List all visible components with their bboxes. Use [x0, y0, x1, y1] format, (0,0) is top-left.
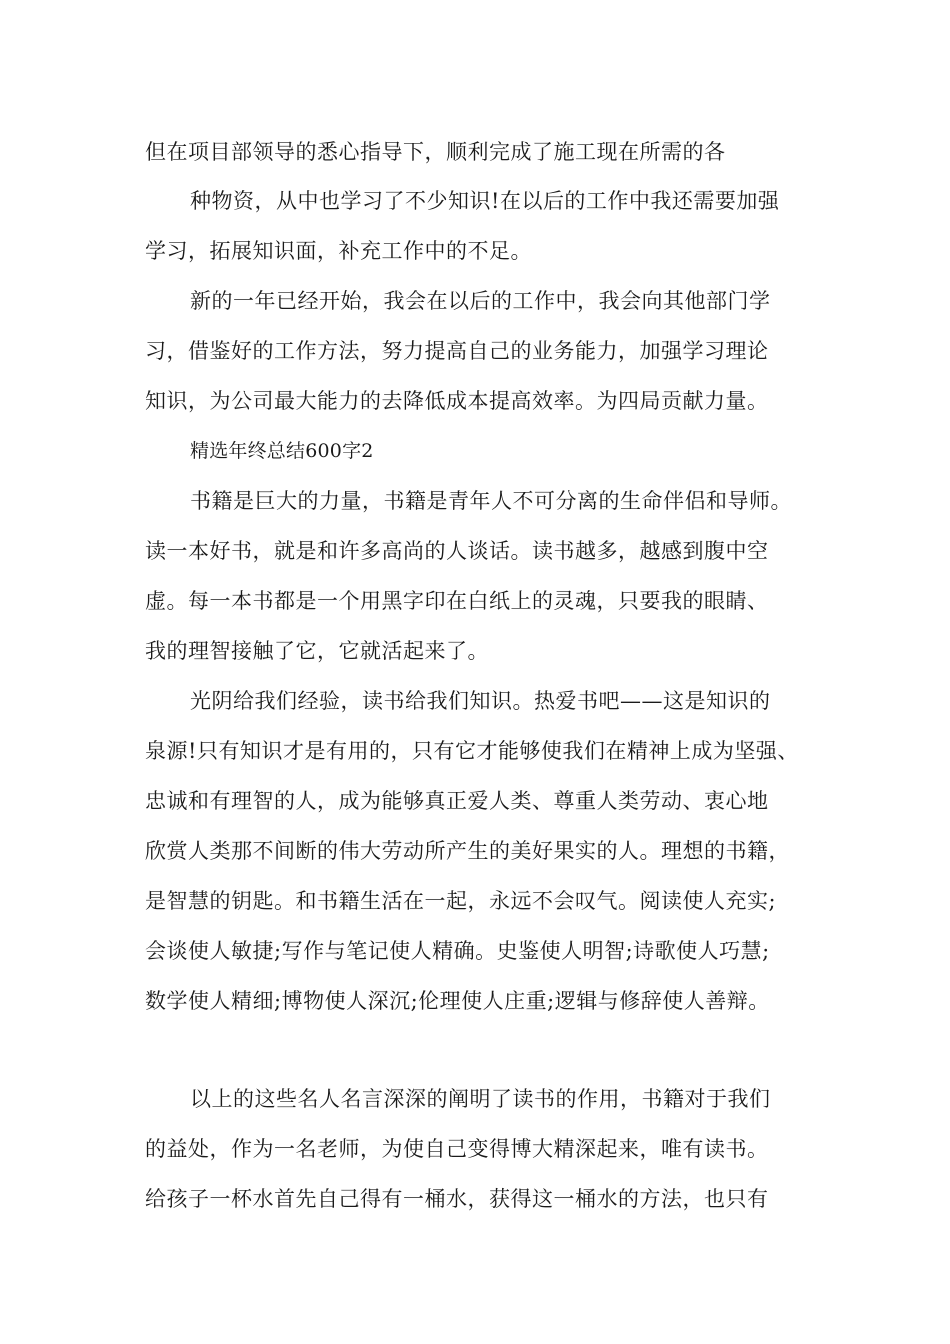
text-line: 忠诚和有理智的人，成为能够真正爱人类、尊重人类劳动、衷心地 [145, 789, 769, 813]
text-line: 读一本好书，就是和许多高尚的人谈话。读书越多，越感到腹中空 [145, 539, 769, 563]
text-line: 知识，为公司最大能力的去降低成本提高效率。为四局贡献力量。 [145, 389, 769, 413]
text-line: 是智慧的钥匙。和书籍生活在一起，永远不会叹气。阅读使人充实; [145, 889, 777, 913]
text-line: 书籍是巨大的力量，书籍是青年人不可分离的生命伴侣和导师。 [190, 489, 792, 513]
text-line: 欣赏人类那不间断的伟大劳动所产生的美好果实的人。理想的书籍， [145, 839, 790, 863]
text-line: 虚。每一本书都是一个用黑字印在白纸上的灵魂，只要我的眼睛、 [145, 589, 769, 613]
text-line: 以上的这些名人名言深深的阐明了读书的作用，书籍对于我们 [190, 1087, 771, 1111]
text-line: 学习，拓展知识面，补充工作中的不足。 [145, 239, 532, 263]
section-heading: 精选年终总结600字2 [190, 440, 374, 462]
text-line: 泉源!只有知识才是有用的，只有它才能够使我们在精神上成为坚强、 [145, 739, 799, 763]
text-line: 会谈使人敏捷;写作与笔记使人精确。史鉴使人明智;诗歌使人巧慧; [145, 939, 770, 963]
text-line: 的益处，作为一名老师，为使自己变得博大精深起来，唯有读书。 [145, 1137, 769, 1161]
text-line: 新的一年已经开始，我会在以后的工作中，我会向其他部门学 [190, 289, 771, 313]
text-line: 种物资，从中也学习了不少知识!在以后的工作中我还需要加强 [190, 189, 780, 213]
text-line: 但在项目部领导的悉心指导下，顺利完成了施工现在所需的各 [145, 140, 726, 164]
text-line: 给孩子一杯水首先自己得有一桶水，获得这一桶水的方法，也只有 [145, 1187, 769, 1211]
text-line: 我的理智接触了它，它就活起来了。 [145, 639, 489, 663]
text-line: 光阴给我们经验，读书给我们知识。热爱书吧——这是知识的 [190, 689, 771, 713]
text-line: 习，借鉴好的工作方法，努力提高自己的业务能力，加强学习理论 [145, 339, 769, 363]
text-line: 数学使人精细;博物使人深沉;伦理使人庄重;逻辑与修辞使人善辩。 [145, 989, 770, 1013]
